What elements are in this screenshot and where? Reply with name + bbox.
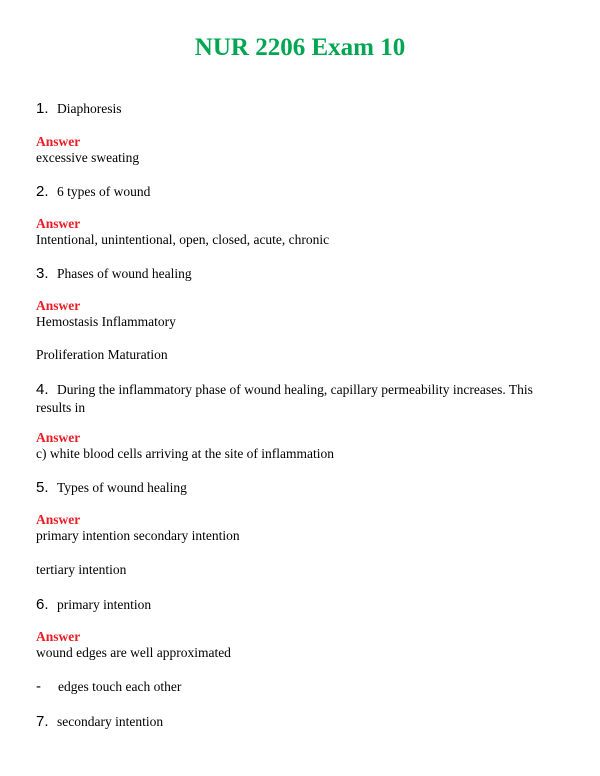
question-text: Phases of wound healing	[57, 266, 192, 281]
question-6	[36, 597, 151, 613]
answer-text-continued: Proliferation Maturation	[36, 347, 168, 362]
answer-label: Answer	[36, 298, 81, 313]
answer-text: c) white blood cells arriving at the site of inflammation	[36, 446, 335, 461]
dash-bullet: -	[36, 678, 41, 695]
answer-text: primary intention secondary intention	[36, 528, 240, 543]
answer-label: Answer	[36, 430, 81, 445]
answer-label: Answer	[36, 134, 81, 149]
question-text: Diaphoresis	[57, 101, 122, 116]
bullet-text: edges touch each other	[58, 679, 182, 694]
bullet-line	[36, 679, 181, 695]
answer-text: Hemostasis Inflammatory	[36, 314, 176, 329]
answer-label: Answer	[36, 216, 81, 231]
question-number: 1.	[36, 100, 49, 117]
document-title: NUR 2206 Exam 10	[194, 34, 406, 61]
question-number: 3.	[36, 265, 49, 282]
question-number: 7.	[36, 713, 49, 730]
question-7	[36, 714, 163, 730]
answer-text-continued: tertiary intention	[36, 562, 127, 577]
answer-text: excessive sweating	[36, 150, 140, 165]
question-3	[36, 266, 192, 282]
question-text: During the inflammatory phase of wound healing, capillary permeability increases. This results in	[36, 382, 533, 415]
question-4	[36, 381, 556, 417]
answer-text: Intentional, unintentional, open, closed, acute, chronic	[36, 232, 330, 247]
answer-label: Answer	[36, 512, 81, 527]
question-text: primary intention	[57, 597, 152, 612]
question-number: 4.	[36, 381, 49, 398]
question-number: 2.	[36, 183, 49, 200]
question-text: 6 types of wound	[57, 184, 151, 199]
question-number: 6.	[36, 596, 49, 613]
question-text: Types of wound healing	[57, 480, 187, 495]
question-1	[36, 101, 122, 117]
question-number: 5.	[36, 479, 49, 496]
question-2	[36, 184, 150, 200]
question-5	[36, 480, 187, 496]
answer-text: wound edges are well approximated	[36, 645, 231, 660]
question-text: secondary intention	[57, 714, 164, 729]
answer-label: Answer	[36, 629, 81, 644]
